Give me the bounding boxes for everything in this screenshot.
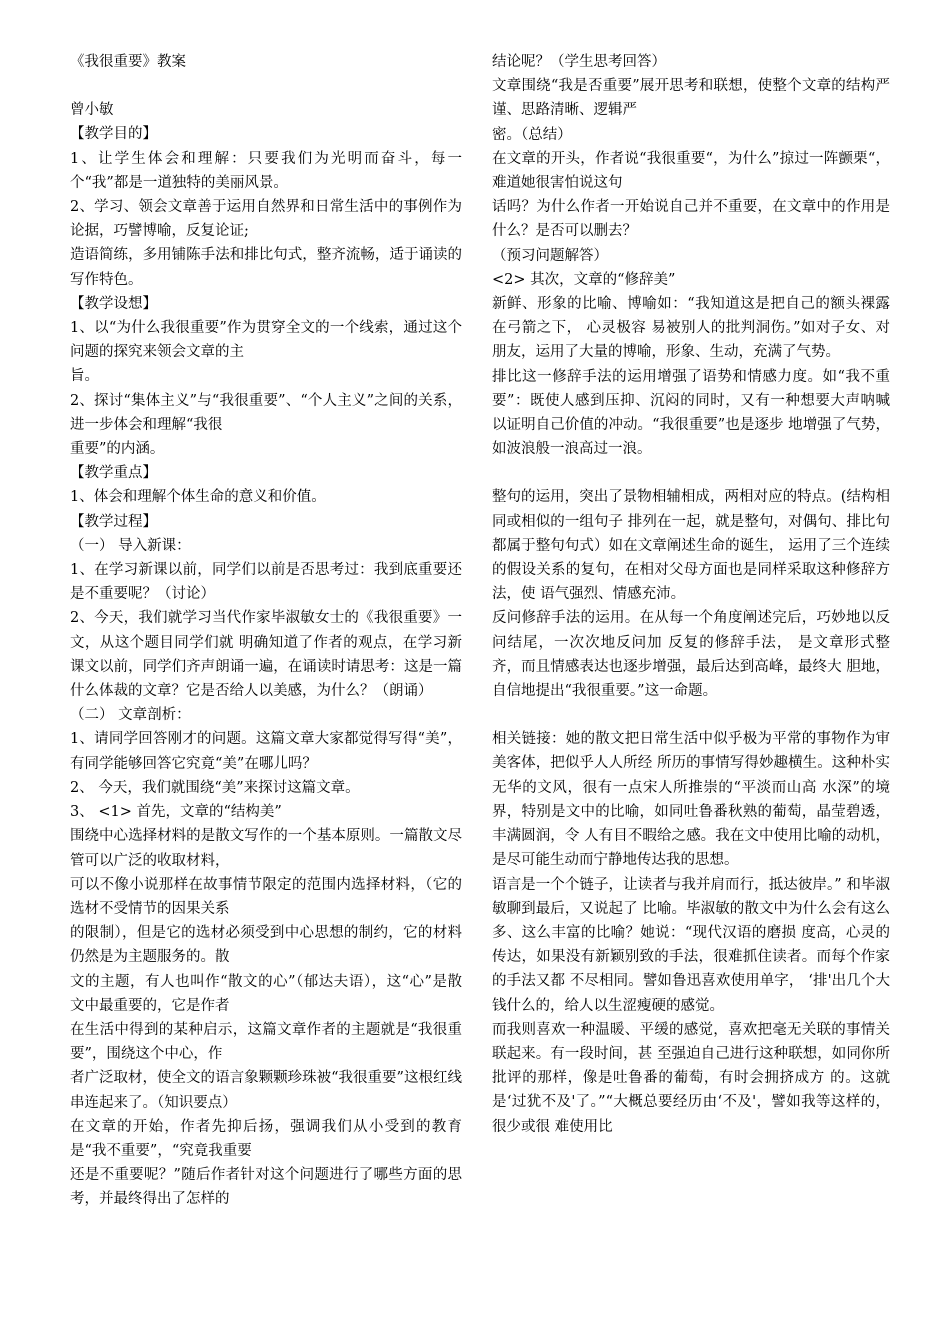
paragraph: 在生活中得到的某种启示，这篇文章作者的主题就是“我很重要”，围绕这个中心，作 xyxy=(70,1021,462,1063)
section-heading: 【教学过程】 xyxy=(70,513,157,530)
document-title: 《我很重要》教案 xyxy=(70,54,186,70)
paragraph: 围绕中心选择材料的是散文写作的一个基本原则。一篇散文尽管可以广泛的收取材料， xyxy=(70,828,462,869)
author-name: 曾小敏 xyxy=(70,102,114,119)
paragraph: 在文章的开始，作者先抑后扬，强调我们从小受到的教育是“我不重要”，“究竟我重要 xyxy=(70,1118,462,1159)
paragraph: 1、在学习新课以前，同学们以前是否思考过：我到底重要还是不重要呢？（讨论） xyxy=(70,562,462,603)
paragraph: 1、请同学回答刚才的问题。这篇文章大家都觉得写得“美”，有同学能够回答它究竟“美”在哪儿吗？ xyxy=(70,731,462,772)
paragraph: 排比这一修辞手法的运用增强了语势和情感力度。如“我不重要”：既使人感到压抑、沉闷的同时，又有一种想要大声呐喊以证明自己价值的冲动。“我很重要”也是逐步 地增强了气势，如波浪般一浪高过一浪。 xyxy=(492,368,890,458)
paragraph: 新鲜、形象的比喻、博喻如：“我知道这是把自己的额头裸露在弓箭之下， 心灵极容 易被别人的批判洞伤。”如对子女、对朋友，运用了大量的博喻，形象、生动，充满了气势。 xyxy=(492,296,890,361)
paragraph: 反问修辞手法的运用。在从每一个角度阐述完后，巧妙地以反问结尾，一次次地反问加 反复的修辞手法， 是文章形式整齐，而且情感表达也逐步增强，最后达到高峰，最终大 胆地，自信地提出“我很重要。”这一命题。 xyxy=(492,610,890,700)
subsection-heading: （二） 文章剖析： xyxy=(70,707,191,724)
paragraph: 文章围绕“我是否重要”展开思考和联想，使整个文章的结构严谨、思路清晰、逻辑严 xyxy=(492,78,890,119)
paragraph: 结论呢？（学生思考回答） xyxy=(492,54,666,70)
paragraph: 2、 今天，我们就围绕“美”来探讨这篇文章。 xyxy=(70,779,360,796)
paragraph: 而我则喜欢一种温暖、平缓的感觉，喜欢把毫无关联的事情关联起来。有一段时间，甚 至强迫自己进行这种联想，如同你所批评的那样，像是吐鲁番的葡萄，有时会拥挤成方 的。这就是‘过犹不及'了。”“大概总要经历由‘不及'，譬如我等这样的，很少或很 难使用比 xyxy=(492,1021,890,1135)
paragraph: 者广泛取材，使全文的语言象颗颗珍珠被“我很重要”这根红线串连起来了。（知识要点） xyxy=(70,1070,462,1111)
paragraph: 1、让学生体会和理解：只要我们为光明而奋斗，每一个“我”都是一道独特的美丽风景。 xyxy=(70,150,462,191)
paragraph: 2、学习、领会文章善于运用自然界和日常生活中的事例作为论据，巧譬博喻，反复论证; xyxy=(70,199,462,240)
paragraph: 在文章的开头，作者说“我很重要“，为什么”掠过一阵颤栗“，难道她很害怕说这句 xyxy=(492,150,890,192)
paragraph: 1、以“为什么我很重要”作为贯穿全文的一个线索，通过这个问题的探究来领会文章的主 xyxy=(70,320,462,361)
paragraph: 造语简练，多用铺陈手法和排比句式，整齐流畅，适于诵读的写作特色。 xyxy=(70,247,462,288)
paragraph: 相关链接：她的散文把日常生活中似乎极为平常的事物作为审美客体，把似乎人人所经 所历的事情写得妙趣横生。这种朴实无华的文风，很有一点宋人所推崇的“平淡而山高 水深”的境界，特别是文中的比喻，如同吐鲁番秋熟的葡萄，晶莹碧透，丰满圆润，令 人有目不暇给之感。我在文中使用比喻的动机，是尽可能生动而宁静地传达我的思想。 xyxy=(492,731,890,869)
paragraph: 文的主题，有人也叫作“散文的心”（郁达夫语），这“心”是散文中最重要的，它是作者 xyxy=(70,973,462,1014)
paragraph: 密。（总结） xyxy=(492,126,572,143)
paragraph: 语言是一个个链子，让读者与我并肩而行，抵达彼岸。” 和毕淑敏聊到最后，又说起了 比喻。毕淑敏的散文中为什么会有这么多、这么丰富的比喻？她说：“现代汉语的磨损 度高，心灵的传达，如果没有新颖别致的手法，很难抓住读者。而每个作家的手法又都 不尽相同。譬如鲁迅喜欢使用单字， ‘排'出几个大钱什么的，给人以生涩瘦硬的感觉。 xyxy=(492,876,890,1014)
blank-line xyxy=(492,703,890,727)
paragraph: 旨。 xyxy=(70,368,99,385)
paragraph: 可以不像小说那样在故事情节限定的范围内选择材料，（它的选材不受情节的因果关系 xyxy=(70,876,462,917)
section-heading: 【教学设想】 xyxy=(70,295,157,312)
paragraph: 重要”的内涵。 xyxy=(70,441,165,458)
paragraph: 还是不重要呢？”随后作者针对这个问题进行了哪些方面的思考，并最终得出了怎样的 xyxy=(70,1167,462,1208)
section-heading: 【教学目的】 xyxy=(70,126,157,143)
paragraph: 3、 <1> 首先，文章的“结构美” xyxy=(70,804,282,821)
section-heading: 【教学重点】 xyxy=(70,465,157,482)
left-column xyxy=(70,50,462,1212)
paragraph: 2、今天，我们就学习当代作家毕淑敏女士的《我很重要》一文，从这个题目同学们就 明确知道了作者的观点，在学习新课文以前，同学们齐声朗诵一遍，在诵读时请思考：这是一篇什么体裁的文章？它是否给人以美感，为什么？（朗诵） xyxy=(70,610,462,700)
right-column xyxy=(492,50,890,1139)
blank-line xyxy=(70,74,462,98)
paragraph: 2、探讨“集体主义”与“我很重要”、“个人主义”之间的关系，进一步体会和理解“我很 xyxy=(70,392,462,433)
paragraph: 话吗？为什么作者一开始说自己并不重要，在文章中的作用是什么？是否可以删去？ xyxy=(492,199,890,240)
paragraph: （预习问题解答） xyxy=(492,247,608,264)
blank-line xyxy=(492,461,890,485)
paragraph: 整句的运用，突出了景物相辅相成，两相对应的特点。(结构相同或相似的一组句子 排列在一起，就是整句，对偶句、排比句都属于整句句式）如在文章阐述生命的诞生， 运用了三个连续的假设关系的复句，在相对父母方面也是同样采取这种修辞方法，使 语气强烈、情感充沛。 xyxy=(492,489,890,603)
subsection-heading: （一） 导入新课： xyxy=(70,537,191,554)
subsection-heading: <2> 其次，文章的“修辞美” xyxy=(492,271,676,288)
paragraph: 1、体会和理解个体生命的意义和价值。 xyxy=(70,489,326,506)
paragraph: 的限制），但是它的选材必须受到中心思想的制约，它的材料仍然是为主题服务的。散 xyxy=(70,925,462,966)
